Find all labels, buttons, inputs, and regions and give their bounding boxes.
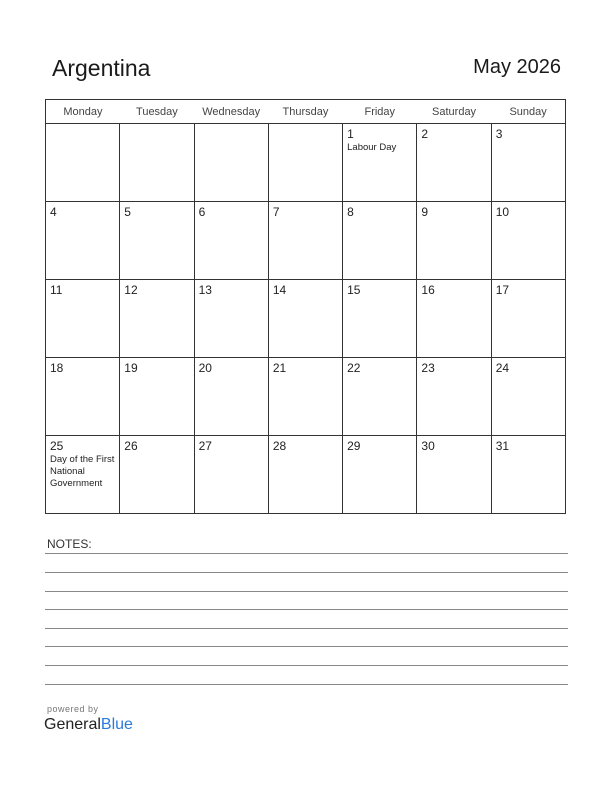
notes-line — [45, 609, 568, 610]
day-cell — [194, 202, 268, 280]
day-cell — [417, 202, 491, 280]
notes-line — [45, 684, 568, 685]
day-number: 6 — [198, 205, 206, 219]
day-number: 11 — [50, 283, 63, 297]
day-cell — [491, 202, 565, 280]
weekday-header-row — [46, 100, 566, 124]
day-cell — [120, 124, 194, 202]
powered-by-text: powered by — [47, 704, 99, 714]
day-number: 26 — [124, 439, 138, 453]
day-cell — [120, 202, 194, 280]
day-cell — [46, 358, 120, 436]
day-cell — [491, 124, 565, 202]
day-cell — [120, 280, 194, 358]
weekday-header: Tuesday — [120, 100, 194, 124]
day-number: 20 — [198, 361, 212, 375]
day-cell — [343, 358, 417, 436]
day-number: 10 — [495, 205, 510, 219]
day-number: 13 — [198, 283, 212, 297]
day-cell — [46, 202, 120, 280]
week-row — [46, 358, 566, 436]
brand-general: General — [44, 716, 101, 733]
day-cell — [343, 280, 417, 358]
day-cell — [343, 124, 417, 202]
day-number: 25 — [50, 439, 64, 453]
country-title: Argentina — [52, 55, 151, 81]
day-cell — [491, 358, 565, 436]
day-number: 19 — [124, 361, 138, 375]
week-row — [46, 436, 566, 514]
day-number: 31 — [495, 439, 510, 453]
weekday-header: Wednesday — [194, 100, 268, 124]
week-row — [46, 124, 566, 202]
day-number: 16 — [421, 283, 435, 297]
holiday-label: Labour Day — [347, 142, 397, 153]
day-number: 24 — [495, 361, 510, 375]
day-cell — [417, 124, 491, 202]
day-cell — [46, 280, 120, 358]
day-cell — [120, 436, 194, 514]
day-cell — [120, 358, 194, 436]
day-number: 4 — [50, 205, 57, 219]
day-cell — [268, 436, 342, 514]
week-row — [46, 280, 566, 358]
day-number: 2 — [421, 127, 429, 141]
notes-line — [45, 553, 568, 554]
day-cell — [194, 124, 268, 202]
brand-blue: Blue — [100, 716, 133, 733]
day-number: 17 — [495, 283, 510, 297]
day-cell — [343, 202, 417, 280]
day-number: 28 — [272, 439, 287, 453]
day-cell — [491, 280, 565, 358]
day-cell — [343, 436, 417, 514]
day-cell — [268, 202, 342, 280]
day-cell — [46, 124, 120, 202]
day-number: 7 — [272, 205, 280, 219]
calendar-grid — [45, 99, 566, 512]
day-number: 14 — [272, 283, 287, 297]
week-row — [46, 202, 566, 280]
weekday-header: Saturday — [417, 100, 491, 124]
day-cell — [417, 358, 491, 436]
notes-line — [45, 646, 568, 647]
day-number: 23 — [421, 361, 435, 375]
day-cell — [194, 358, 268, 436]
weekday-header: Monday — [46, 100, 120, 124]
notes-line — [45, 628, 568, 629]
day-number: 9 — [421, 205, 429, 219]
day-number: 12 — [124, 283, 138, 297]
weekday-header: Friday — [343, 100, 417, 124]
day-cell — [268, 358, 342, 436]
weekday-header: Thursday — [268, 100, 342, 124]
day-cell — [268, 280, 342, 358]
notes-line — [45, 572, 568, 573]
day-number: 22 — [347, 361, 361, 375]
day-cell — [491, 436, 565, 514]
day-cell — [417, 280, 491, 358]
day-number: 5 — [124, 205, 131, 219]
day-cell — [194, 436, 268, 514]
day-number: 1 — [347, 127, 354, 141]
day-number: 21 — [272, 361, 287, 375]
notes-label: NOTES: — [47, 537, 92, 551]
day-number: 30 — [421, 439, 435, 453]
day-cell — [268, 124, 342, 202]
weekday-header: Sunday — [491, 100, 565, 124]
day-number: 8 — [347, 205, 354, 219]
day-number: 27 — [198, 439, 212, 453]
holiday-label: Day of the First National Government — [50, 454, 115, 489]
month-year-title: May 2026 — [473, 56, 561, 78]
notes-line — [45, 591, 568, 592]
day-number: 15 — [347, 283, 361, 297]
generalblue-logo — [44, 716, 133, 734]
day-number: 18 — [50, 361, 64, 375]
day-cell — [417, 436, 491, 514]
day-number: 3 — [495, 127, 503, 141]
day-cell — [46, 436, 120, 514]
day-cell — [194, 280, 268, 358]
day-number: 29 — [347, 439, 361, 453]
notes-line — [45, 665, 568, 666]
